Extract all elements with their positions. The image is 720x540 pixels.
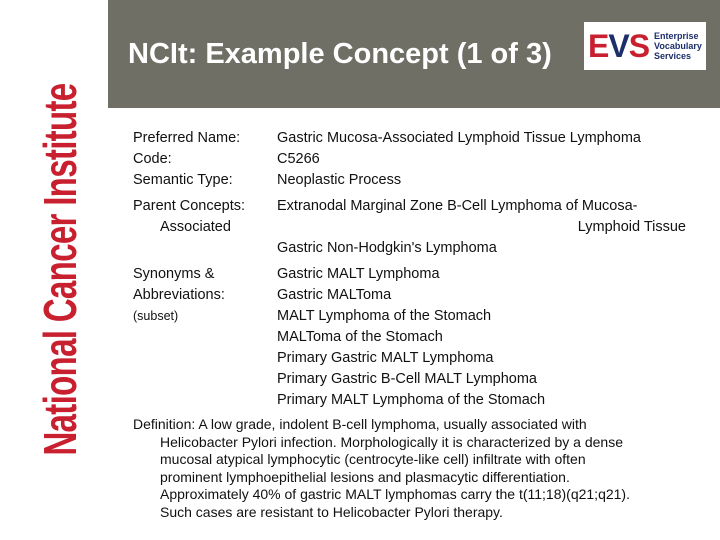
slide-title: NCIt: Example Concept (1 of 3)	[128, 38, 552, 70]
definition-line: Helicobacter Pylori infection. Morphologically it is characterized by a dense	[160, 433, 623, 450]
definition-line: mucosal atypical lymphocytic (centrocyte-like cell) infiltrate with often	[160, 451, 586, 468]
institute-name: National Cancer Institute	[34, 83, 86, 457]
definition-first-line	[133, 416, 703, 434]
logo-line: Services	[654, 51, 692, 61]
parent-concept-line: Extranodal Marginal Zone B-Cell Lymphoma of Mucosa-	[277, 198, 638, 214]
synonym-item: MALToma of the Stomach	[277, 329, 443, 345]
parent-label-line: Parent Concepts:	[133, 198, 246, 214]
code-label: Code:	[133, 151, 172, 167]
semantic-type-row	[133, 170, 703, 191]
parent-concept-item	[277, 196, 703, 238]
sidebar	[0, 0, 108, 540]
synonym-item: MALT Lymphoma of the Stomach	[277, 308, 492, 324]
parent-concepts-list	[277, 196, 703, 259]
definition-label: Definition:	[133, 416, 196, 432]
definition-line: prominent lymphoepithelial lesions and plasmacytic differentiation.	[160, 468, 570, 485]
synonyms-label-line: Synonyms &	[133, 266, 215, 282]
logo-line: Enterprise	[654, 31, 699, 41]
evs-logo	[584, 22, 706, 70]
synonym-item: Primary Gastric MALT Lymphoma	[277, 350, 494, 366]
parent-concepts-row	[133, 196, 703, 259]
parent-concepts-label	[133, 196, 273, 238]
definition-block	[133, 416, 703, 522]
slide-header	[108, 0, 720, 108]
parent-concept-item: Gastric Non-Hodgkin's Lymphoma	[277, 240, 497, 256]
definition-line: Such cases are resistant to Helicobacter Pylori therapy.	[160, 503, 503, 520]
synonym-item: Primary Gastric B-Cell MALT Lymphoma	[277, 371, 537, 387]
parent-concept-line: Lymphoid Tissue	[577, 219, 686, 235]
preferred-name-value: Gastric Mucosa-Associated Lymphoid Tissue Lymphoma	[277, 130, 641, 146]
synonyms-label	[133, 264, 273, 327]
parent-label-line: Associated	[160, 219, 231, 235]
definition-text: A low grade, indolent B-cell lymphoma, usually associated with	[198, 416, 587, 432]
preferred-name-row	[133, 128, 703, 149]
concept-details	[133, 128, 703, 411]
logo-line: Vocabulary	[654, 41, 702, 51]
preferred-name-label: Preferred Name:	[133, 130, 241, 146]
definition-body	[133, 434, 703, 522]
semantic-type-label: Semantic Type:	[133, 172, 233, 188]
evs-logo-mark: EVS	[588, 27, 650, 64]
synonyms-row	[133, 264, 703, 411]
synonyms-list	[277, 264, 703, 411]
synonym-item: Gastric MALToma	[277, 287, 392, 303]
synonyms-label-line: Abbreviations:	[133, 287, 225, 303]
institute-wordmark	[20, 0, 100, 540]
evs-logo-text	[654, 31, 702, 61]
code-row	[133, 149, 703, 170]
synonyms-subset-note: (subset)	[133, 309, 179, 323]
synonym-item: Primary MALT Lymphoma of the Stomach	[277, 392, 546, 408]
semantic-type-value: Neoplastic Process	[277, 172, 402, 188]
synonym-item: Gastric MALT Lymphoma	[277, 266, 440, 282]
code-value: C5266	[277, 151, 320, 167]
definition-line: Approximately 40% of gastric MALT lymphomas carry the t(11;18)(q21;q21).	[160, 486, 630, 503]
